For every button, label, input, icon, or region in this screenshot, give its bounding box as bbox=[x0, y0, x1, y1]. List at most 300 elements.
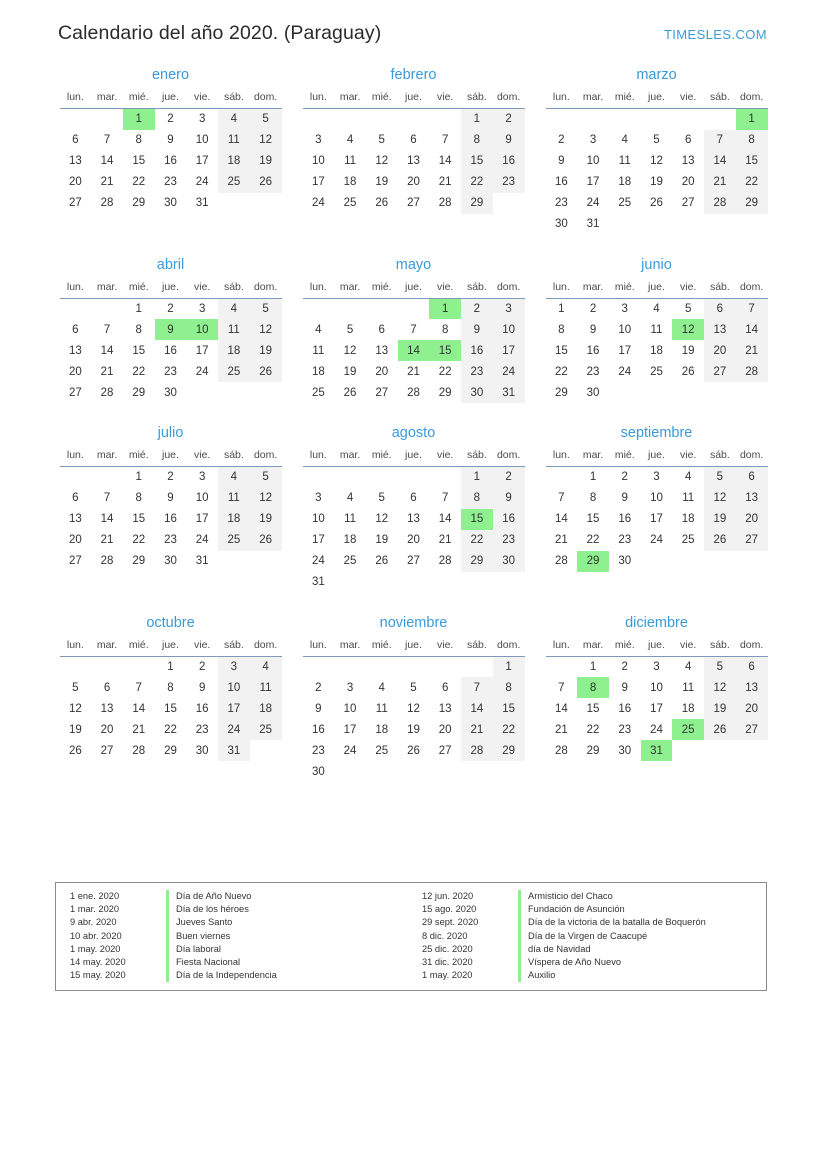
day-cell[interactable]: 3 bbox=[346, 681, 354, 694]
day-cell[interactable]: 17 bbox=[218, 698, 250, 719]
day-cell[interactable]: 21 bbox=[132, 723, 146, 736]
day-cell[interactable]: 10 bbox=[650, 681, 663, 694]
day-cell[interactable]: 7 bbox=[704, 130, 736, 151]
day-cell[interactable]: 14 bbox=[100, 513, 114, 525]
day-cell[interactable]: 23 bbox=[493, 172, 525, 193]
day-cell[interactable]: 26 bbox=[343, 386, 357, 399]
day-cell[interactable]: 5 bbox=[410, 681, 417, 694]
day-cell[interactable]: 10 bbox=[195, 134, 209, 146]
day-cell[interactable]: 4 bbox=[315, 323, 322, 336]
day-cell[interactable]: 4 bbox=[218, 109, 250, 130]
day-cell[interactable]: 2 bbox=[198, 660, 206, 673]
day-cell[interactable]: 12 bbox=[704, 488, 736, 509]
day-cell[interactable]: 26 bbox=[375, 197, 389, 209]
day-cell[interactable]: 6 bbox=[410, 492, 417, 504]
day-cell[interactable]: 22 bbox=[132, 176, 146, 188]
day-cell[interactable]: 30 bbox=[554, 218, 568, 230]
day-cell[interactable]: 16 bbox=[311, 723, 325, 736]
day-cell[interactable]: 16 bbox=[164, 155, 177, 167]
day-cell[interactable]: 31 bbox=[218, 740, 250, 761]
day-cell[interactable]: 6 bbox=[410, 134, 417, 146]
day-cell[interactable]: 6 bbox=[736, 467, 768, 488]
day-cell[interactable]: 15 bbox=[586, 513, 600, 525]
day-cell[interactable]: 27 bbox=[736, 530, 768, 551]
day-cell[interactable]: 11 bbox=[344, 513, 357, 525]
day-cell[interactable]: 26 bbox=[375, 555, 389, 567]
day-cell[interactable]: 8 bbox=[135, 134, 142, 146]
day-cell[interactable]: 23 bbox=[164, 176, 177, 188]
holiday-day-cell[interactable]: 29 bbox=[577, 551, 609, 572]
day-cell[interactable]: 8 bbox=[441, 323, 449, 336]
day-cell[interactable]: 18 bbox=[618, 176, 632, 188]
day-cell[interactable]: 15 bbox=[164, 702, 177, 715]
day-cell[interactable]: 28 bbox=[554, 744, 568, 757]
day-cell[interactable]: 11 bbox=[218, 130, 250, 151]
day-cell[interactable]: 12 bbox=[375, 513, 389, 525]
day-cell[interactable]: 27 bbox=[407, 197, 420, 209]
day-cell[interactable]: 18 bbox=[311, 365, 325, 378]
day-cell[interactable]: 1 bbox=[461, 109, 493, 130]
day-cell[interactable]: 11 bbox=[375, 702, 388, 715]
day-cell[interactable]: 26 bbox=[250, 361, 282, 382]
day-cell[interactable]: 7 bbox=[103, 134, 111, 146]
day-cell[interactable]: 31 bbox=[195, 555, 209, 567]
day-cell[interactable]: 29 bbox=[554, 386, 568, 399]
day-cell[interactable]: 19 bbox=[250, 509, 282, 530]
day-cell[interactable]: 15 bbox=[132, 513, 146, 525]
day-cell[interactable]: 8 bbox=[461, 130, 493, 151]
day-cell[interactable]: 30 bbox=[164, 197, 177, 209]
day-cell[interactable]: 13 bbox=[68, 344, 82, 357]
day-cell[interactable]: 16 bbox=[618, 513, 632, 525]
day-cell[interactable]: 3 bbox=[621, 302, 628, 315]
day-cell[interactable]: 14 bbox=[438, 513, 452, 525]
day-cell[interactable]: 15 bbox=[461, 151, 493, 172]
day-cell[interactable]: 5 bbox=[378, 134, 385, 146]
day-cell[interactable]: 18 bbox=[343, 176, 357, 188]
day-cell[interactable]: 27 bbox=[100, 744, 114, 757]
day-cell[interactable]: 2 bbox=[621, 471, 628, 484]
day-cell[interactable]: 30 bbox=[195, 744, 209, 757]
day-cell[interactable]: 13 bbox=[736, 677, 768, 698]
day-cell[interactable]: 25 bbox=[375, 744, 389, 757]
day-cell[interactable]: 18 bbox=[650, 344, 663, 357]
day-cell[interactable]: 25 bbox=[681, 534, 695, 546]
day-cell[interactable]: 17 bbox=[311, 534, 325, 546]
day-cell[interactable]: 30 bbox=[164, 386, 177, 399]
day-cell[interactable]: 6 bbox=[441, 681, 449, 694]
day-cell[interactable]: 5 bbox=[250, 467, 282, 488]
day-cell[interactable]: 21 bbox=[100, 534, 114, 546]
day-cell[interactable]: 22 bbox=[493, 719, 525, 740]
day-cell[interactable]: 26 bbox=[704, 530, 736, 551]
day-cell[interactable]: 5 bbox=[378, 492, 385, 504]
day-cell[interactable]: 9 bbox=[493, 130, 525, 151]
day-cell[interactable]: 14 bbox=[461, 698, 493, 719]
day-cell[interactable]: 11 bbox=[650, 323, 663, 336]
day-cell[interactable]: 23 bbox=[164, 534, 177, 546]
day-cell[interactable]: 21 bbox=[100, 365, 114, 378]
day-cell[interactable]: 8 bbox=[558, 323, 565, 336]
day-cell[interactable]: 9 bbox=[167, 134, 174, 146]
day-cell[interactable]: 7 bbox=[461, 677, 493, 698]
day-cell[interactable]: 29 bbox=[736, 193, 768, 214]
day-cell[interactable]: 5 bbox=[346, 323, 354, 336]
day-cell[interactable]: 13 bbox=[100, 702, 114, 715]
day-cell[interactable]: 10 bbox=[311, 513, 325, 525]
day-cell[interactable]: 27 bbox=[407, 555, 420, 567]
day-cell[interactable]: 3 bbox=[493, 298, 525, 319]
day-cell[interactable]: 29 bbox=[132, 386, 146, 399]
day-cell[interactable]: 16 bbox=[586, 344, 600, 357]
day-cell[interactable]: 23 bbox=[618, 534, 632, 546]
day-cell[interactable]: 21 bbox=[407, 365, 420, 378]
day-cell[interactable]: 3 bbox=[315, 134, 322, 146]
day-cell[interactable]: 4 bbox=[218, 467, 250, 488]
day-cell[interactable]: 8 bbox=[135, 492, 142, 504]
day-cell[interactable]: 15 bbox=[554, 344, 568, 357]
holiday-day-cell[interactable]: 1 bbox=[429, 298, 461, 319]
day-cell[interactable]: 12 bbox=[704, 677, 736, 698]
day-cell[interactable]: 3 bbox=[198, 471, 206, 484]
day-cell[interactable]: 29 bbox=[132, 555, 146, 567]
day-cell[interactable]: 9 bbox=[558, 155, 565, 167]
day-cell[interactable]: 21 bbox=[438, 534, 452, 546]
day-cell[interactable]: 16 bbox=[493, 509, 525, 530]
day-cell[interactable]: 21 bbox=[554, 723, 568, 736]
day-cell[interactable]: 25 bbox=[218, 172, 250, 193]
day-cell[interactable]: 29 bbox=[438, 386, 452, 399]
day-cell[interactable]: 13 bbox=[736, 488, 768, 509]
day-cell[interactable]: 22 bbox=[586, 723, 600, 736]
day-cell[interactable]: 31 bbox=[311, 576, 325, 588]
day-cell[interactable]: 14 bbox=[438, 155, 452, 167]
day-cell[interactable]: 18 bbox=[343, 534, 357, 546]
day-cell[interactable]: 6 bbox=[72, 134, 79, 146]
holiday-day-cell[interactable]: 14 bbox=[398, 340, 430, 361]
day-cell[interactable]: 22 bbox=[736, 172, 768, 193]
day-cell[interactable]: 28 bbox=[736, 361, 768, 382]
day-cell[interactable]: 19 bbox=[250, 151, 282, 172]
day-cell[interactable]: 6 bbox=[684, 134, 692, 146]
day-cell[interactable]: 16 bbox=[164, 344, 177, 357]
day-cell[interactable]: 18 bbox=[375, 723, 389, 736]
day-cell[interactable]: 5 bbox=[250, 298, 282, 319]
day-cell[interactable]: 7 bbox=[103, 323, 111, 336]
day-cell[interactable]: 3 bbox=[198, 302, 206, 315]
day-cell[interactable]: 12 bbox=[407, 702, 420, 715]
day-cell[interactable]: 30 bbox=[164, 555, 177, 567]
day-cell[interactable]: 17 bbox=[618, 344, 632, 357]
day-cell[interactable]: 9 bbox=[589, 323, 597, 336]
day-cell[interactable]: 17 bbox=[195, 155, 209, 167]
day-cell[interactable]: 27 bbox=[736, 719, 768, 740]
day-cell[interactable]: 24 bbox=[195, 365, 209, 378]
day-cell[interactable]: 31 bbox=[493, 382, 525, 403]
day-cell[interactable]: 11 bbox=[312, 344, 325, 357]
site-brand[interactable]: TIMESLES.COM bbox=[663, 27, 767, 42]
day-cell[interactable]: 8 bbox=[589, 492, 597, 504]
day-cell[interactable]: 10 bbox=[586, 155, 600, 167]
day-cell[interactable]: 8 bbox=[493, 677, 525, 698]
day-cell[interactable]: 6 bbox=[736, 656, 768, 677]
day-cell[interactable]: 7 bbox=[558, 492, 565, 504]
day-cell[interactable]: 2 bbox=[589, 302, 597, 315]
day-cell[interactable]: 13 bbox=[407, 155, 420, 167]
day-cell[interactable]: 20 bbox=[68, 365, 82, 378]
day-cell[interactable]: 27 bbox=[68, 555, 82, 567]
day-cell[interactable]: 12 bbox=[250, 488, 282, 509]
day-cell[interactable]: 21 bbox=[736, 340, 768, 361]
day-cell[interactable]: 24 bbox=[650, 534, 663, 546]
day-cell[interactable]: 25 bbox=[218, 530, 250, 551]
day-cell[interactable]: 31 bbox=[586, 218, 600, 230]
day-cell[interactable]: 8 bbox=[167, 681, 174, 694]
day-cell[interactable]: 22 bbox=[438, 365, 452, 378]
day-cell[interactable]: 19 bbox=[250, 340, 282, 361]
day-cell[interactable]: 19 bbox=[650, 176, 663, 188]
day-cell[interactable]: 7 bbox=[103, 492, 111, 504]
day-cell[interactable]: 28 bbox=[438, 197, 452, 209]
day-cell[interactable]: 12 bbox=[250, 319, 282, 340]
day-cell[interactable]: 2 bbox=[167, 302, 174, 315]
day-cell[interactable]: 16 bbox=[195, 702, 209, 715]
day-cell[interactable]: 22 bbox=[586, 534, 600, 546]
day-cell[interactable]: 7 bbox=[736, 298, 768, 319]
day-cell[interactable]: 24 bbox=[311, 555, 325, 567]
day-cell[interactable]: 7 bbox=[558, 681, 565, 694]
day-cell[interactable]: 23 bbox=[618, 723, 632, 736]
day-cell[interactable]: 9 bbox=[461, 319, 493, 340]
day-cell[interactable]: 17 bbox=[586, 176, 600, 188]
day-cell[interactable]: 21 bbox=[461, 719, 493, 740]
day-cell[interactable]: 31 bbox=[195, 197, 209, 209]
day-cell[interactable]: 29 bbox=[461, 193, 493, 214]
day-cell[interactable]: 7 bbox=[441, 134, 449, 146]
day-cell[interactable]: 9 bbox=[167, 492, 174, 504]
day-cell[interactable]: 14 bbox=[100, 344, 114, 357]
day-cell[interactable]: 20 bbox=[704, 340, 736, 361]
day-cell[interactable]: 11 bbox=[618, 155, 631, 167]
day-cell[interactable]: 14 bbox=[100, 155, 114, 167]
day-cell[interactable]: 11 bbox=[218, 319, 250, 340]
day-cell[interactable]: 18 bbox=[250, 698, 282, 719]
day-cell[interactable]: 26 bbox=[650, 197, 663, 209]
day-cell[interactable]: 15 bbox=[586, 702, 600, 715]
day-cell[interactable]: 3 bbox=[653, 660, 660, 673]
day-cell[interactable]: 4 bbox=[250, 656, 282, 677]
day-cell[interactable]: 10 bbox=[218, 677, 250, 698]
day-cell[interactable]: 23 bbox=[554, 197, 568, 209]
day-cell[interactable]: 24 bbox=[343, 744, 357, 757]
day-cell[interactable]: 1 bbox=[493, 656, 525, 677]
day-cell[interactable]: 26 bbox=[68, 744, 82, 757]
day-cell[interactable]: 19 bbox=[375, 534, 389, 546]
day-cell[interactable]: 9 bbox=[198, 681, 206, 694]
day-cell[interactable]: 15 bbox=[132, 155, 146, 167]
day-cell[interactable]: 14 bbox=[704, 151, 736, 172]
day-cell[interactable]: 20 bbox=[68, 176, 82, 188]
day-cell[interactable]: 26 bbox=[250, 530, 282, 551]
day-cell[interactable]: 13 bbox=[704, 319, 736, 340]
day-cell[interactable]: 25 bbox=[343, 197, 357, 209]
day-cell[interactable]: 4 bbox=[218, 298, 250, 319]
day-cell[interactable]: 21 bbox=[704, 172, 736, 193]
holiday-day-cell[interactable]: 15 bbox=[429, 340, 461, 361]
day-cell[interactable]: 5 bbox=[704, 656, 736, 677]
day-cell[interactable]: 4 bbox=[684, 471, 692, 484]
day-cell[interactable]: 2 bbox=[621, 660, 628, 673]
day-cell[interactable]: 23 bbox=[493, 530, 525, 551]
day-cell[interactable]: 6 bbox=[72, 323, 79, 336]
day-cell[interactable]: 11 bbox=[682, 492, 695, 504]
day-cell[interactable]: 1 bbox=[167, 660, 174, 673]
day-cell[interactable]: 30 bbox=[586, 386, 600, 399]
holiday-day-cell[interactable]: 1 bbox=[123, 109, 155, 130]
day-cell[interactable]: 17 bbox=[343, 723, 357, 736]
day-cell[interactable]: 2 bbox=[558, 134, 565, 146]
day-cell[interactable]: 10 bbox=[618, 323, 632, 336]
day-cell[interactable]: 25 bbox=[250, 719, 282, 740]
day-cell[interactable]: 16 bbox=[461, 340, 493, 361]
day-cell[interactable]: 8 bbox=[736, 130, 768, 151]
day-cell[interactable]: 10 bbox=[493, 319, 525, 340]
day-cell[interactable]: 9 bbox=[621, 492, 628, 504]
day-cell[interactable]: 10 bbox=[343, 702, 357, 715]
day-cell[interactable]: 13 bbox=[681, 155, 695, 167]
day-cell[interactable]: 5 bbox=[653, 134, 660, 146]
day-cell[interactable]: 10 bbox=[650, 492, 663, 504]
day-cell[interactable]: 18 bbox=[218, 509, 250, 530]
day-cell[interactable]: 5 bbox=[250, 109, 282, 130]
day-cell[interactable]: 7 bbox=[135, 681, 142, 694]
day-cell[interactable]: 30 bbox=[461, 382, 493, 403]
day-cell[interactable]: 14 bbox=[132, 702, 146, 715]
day-cell[interactable]: 20 bbox=[100, 723, 114, 736]
day-cell[interactable]: 30 bbox=[311, 765, 325, 778]
day-cell[interactable]: 20 bbox=[68, 534, 82, 546]
day-cell[interactable]: 13 bbox=[375, 344, 389, 357]
day-cell[interactable]: 19 bbox=[68, 723, 82, 736]
day-cell[interactable]: 21 bbox=[438, 176, 452, 188]
day-cell[interactable]: 29 bbox=[164, 744, 177, 757]
day-cell[interactable]: 22 bbox=[554, 365, 568, 378]
day-cell[interactable]: 2 bbox=[493, 467, 525, 488]
day-cell[interactable]: 23 bbox=[586, 365, 600, 378]
day-cell[interactable]: 19 bbox=[407, 723, 420, 736]
day-cell[interactable]: 20 bbox=[736, 509, 768, 530]
day-cell[interactable]: 17 bbox=[650, 513, 663, 525]
day-cell[interactable]: 1 bbox=[558, 302, 565, 315]
day-cell[interactable]: 14 bbox=[554, 702, 568, 715]
day-cell[interactable]: 18 bbox=[681, 513, 695, 525]
day-cell[interactable]: 28 bbox=[704, 193, 736, 214]
day-cell[interactable]: 7 bbox=[441, 492, 449, 504]
day-cell[interactable]: 23 bbox=[461, 361, 493, 382]
day-cell[interactable]: 30 bbox=[618, 555, 632, 567]
day-cell[interactable]: 24 bbox=[618, 365, 632, 378]
day-cell[interactable]: 5 bbox=[72, 681, 79, 694]
day-cell[interactable]: 3 bbox=[589, 134, 597, 146]
day-cell[interactable]: 28 bbox=[100, 197, 114, 209]
day-cell[interactable]: 2 bbox=[167, 471, 174, 484]
day-cell[interactable]: 26 bbox=[681, 365, 695, 378]
day-cell[interactable]: 28 bbox=[100, 555, 114, 567]
day-cell[interactable]: 8 bbox=[135, 323, 142, 336]
day-cell[interactable]: 20 bbox=[375, 365, 389, 378]
day-cell[interactable]: 13 bbox=[407, 513, 420, 525]
day-cell[interactable]: 22 bbox=[461, 530, 493, 551]
day-cell[interactable]: 6 bbox=[72, 492, 79, 504]
day-cell[interactable]: 18 bbox=[218, 151, 250, 172]
day-cell[interactable]: 15 bbox=[736, 151, 768, 172]
day-cell[interactable]: 23 bbox=[311, 744, 325, 757]
day-cell[interactable]: 22 bbox=[461, 172, 493, 193]
holiday-day-cell[interactable]: 9 bbox=[155, 319, 187, 340]
day-cell[interactable]: 11 bbox=[682, 681, 695, 694]
day-cell[interactable]: 14 bbox=[736, 319, 768, 340]
day-cell[interactable]: 25 bbox=[343, 555, 357, 567]
day-cell[interactable]: 9 bbox=[493, 488, 525, 509]
day-cell[interactable]: 15 bbox=[493, 698, 525, 719]
day-cell[interactable]: 23 bbox=[195, 723, 209, 736]
day-cell[interactable]: 1 bbox=[589, 471, 597, 484]
day-cell[interactable]: 28 bbox=[132, 744, 146, 757]
day-cell[interactable]: 27 bbox=[704, 361, 736, 382]
holiday-day-cell[interactable]: 8 bbox=[577, 677, 609, 698]
day-cell[interactable]: 13 bbox=[68, 155, 82, 167]
day-cell[interactable]: 27 bbox=[681, 197, 695, 209]
day-cell[interactable]: 22 bbox=[132, 365, 146, 378]
day-cell[interactable]: 22 bbox=[164, 723, 177, 736]
day-cell[interactable]: 28 bbox=[554, 555, 568, 567]
day-cell[interactable]: 20 bbox=[407, 534, 420, 546]
day-cell[interactable]: 30 bbox=[493, 551, 525, 572]
day-cell[interactable]: 30 bbox=[618, 744, 632, 757]
day-cell[interactable]: 17 bbox=[195, 513, 209, 525]
day-cell[interactable]: 21 bbox=[100, 176, 114, 188]
day-cell[interactable]: 4 bbox=[378, 681, 385, 694]
day-cell[interactable]: 29 bbox=[586, 744, 600, 757]
day-cell[interactable]: 27 bbox=[68, 197, 82, 209]
day-cell[interactable]: 10 bbox=[311, 155, 325, 167]
day-cell[interactable]: 4 bbox=[621, 134, 628, 146]
day-cell[interactable]: 24 bbox=[650, 723, 663, 736]
day-cell[interactable]: 12 bbox=[68, 702, 82, 715]
day-cell[interactable]: 16 bbox=[493, 151, 525, 172]
day-cell[interactable]: 19 bbox=[704, 698, 736, 719]
day-cell[interactable]: 25 bbox=[218, 361, 250, 382]
day-cell[interactable]: 2 bbox=[493, 109, 525, 130]
day-cell[interactable]: 23 bbox=[164, 365, 177, 378]
day-cell[interactable]: 25 bbox=[650, 365, 663, 378]
day-cell[interactable]: 25 bbox=[311, 386, 325, 399]
day-cell[interactable]: 3 bbox=[218, 656, 250, 677]
day-cell[interactable]: 29 bbox=[493, 740, 525, 761]
day-cell[interactable]: 1 bbox=[135, 471, 142, 484]
day-cell[interactable]: 20 bbox=[438, 723, 452, 736]
day-cell[interactable]: 7 bbox=[410, 323, 417, 336]
day-cell[interactable]: 19 bbox=[343, 365, 357, 378]
day-cell[interactable]: 14 bbox=[554, 513, 568, 525]
day-cell[interactable]: 15 bbox=[132, 344, 146, 357]
day-cell[interactable]: 8 bbox=[461, 488, 493, 509]
day-cell[interactable]: 17 bbox=[493, 340, 525, 361]
day-cell[interactable]: 4 bbox=[346, 492, 354, 504]
day-cell[interactable]: 4 bbox=[653, 302, 660, 315]
day-cell[interactable]: 9 bbox=[621, 681, 628, 694]
day-cell[interactable]: 27 bbox=[68, 386, 82, 399]
